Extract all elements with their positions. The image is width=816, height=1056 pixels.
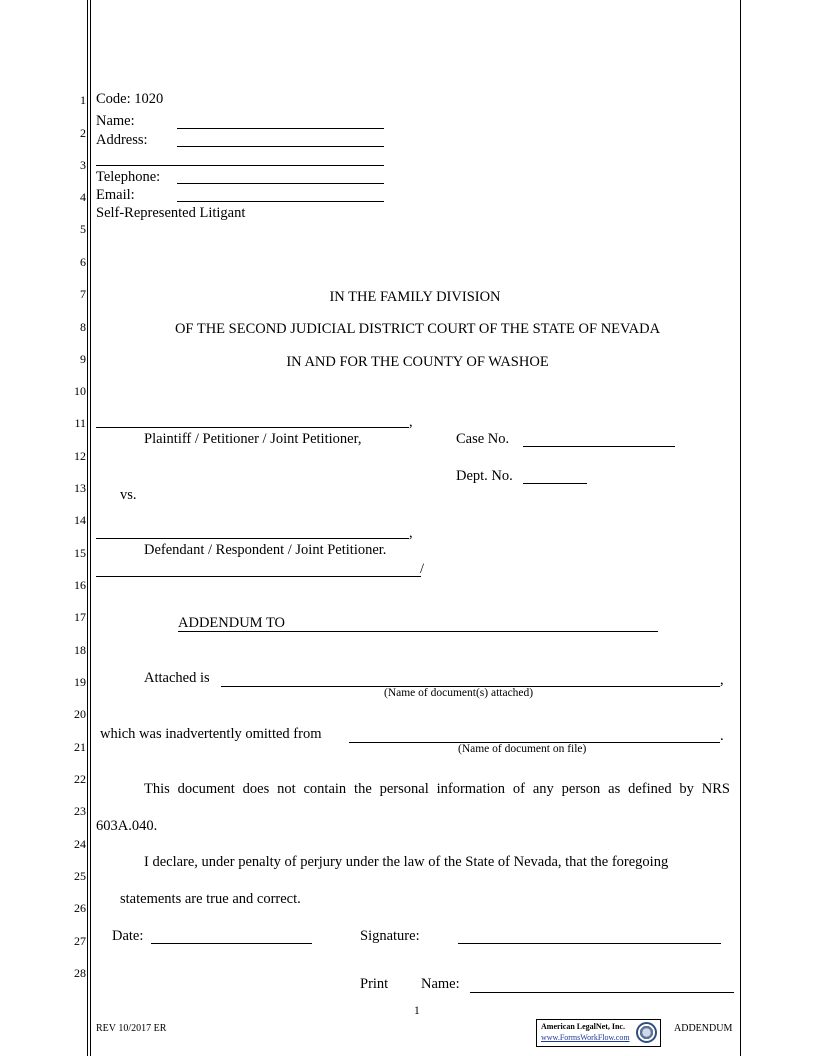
right-margin-rule <box>740 0 741 1056</box>
print-name-field[interactable] <box>470 992 734 993</box>
print-label: Print <box>360 976 389 992</box>
line-number: 11 <box>74 416 86 430</box>
line-number: 13 <box>74 481 86 495</box>
line-number: 21 <box>74 740 86 754</box>
left-margin-rule-2 <box>90 0 91 1056</box>
line-number: 20 <box>74 707 86 721</box>
logo-company-name: American LegalNet, Inc. <box>541 1022 625 1031</box>
declaration-line2: statements are true and correct. <box>120 891 301 907</box>
case-no-label: Case No. <box>456 431 510 447</box>
email-label: Email: <box>96 187 135 203</box>
dept-no-label: Dept. No. <box>456 468 513 484</box>
attached-is-label: Attached is <box>144 670 210 686</box>
line-number: 22 <box>74 772 86 786</box>
page-number: 1 <box>414 1005 420 1017</box>
plaintiff-name-field[interactable] <box>96 427 409 428</box>
plaintiff-comma: , <box>409 414 413 430</box>
address-field-1[interactable] <box>177 146 384 147</box>
omitted-hint: (Name of document on file) <box>458 743 587 755</box>
logo-website-link[interactable]: www.FormsWorkFlow.com <box>541 1033 630 1042</box>
print-name-label: Name: <box>421 976 460 992</box>
attached-comma: , <box>720 672 724 688</box>
caption-closing-line <box>96 576 421 577</box>
line-number: 19 <box>74 675 86 689</box>
line-number: 15 <box>74 546 86 560</box>
court-heading-2: OF THE SECOND JUDICIAL DISTRICT COURT OF THE STATE OF NEVADA <box>174 321 661 337</box>
line-number: 27 <box>74 934 86 948</box>
title-field[interactable] <box>178 631 658 632</box>
address-field-2[interactable] <box>96 165 384 166</box>
legalnet-logo <box>536 1019 661 1047</box>
line-number: 6 <box>80 255 86 269</box>
case-no-field[interactable] <box>523 446 675 447</box>
email-field[interactable] <box>177 201 384 202</box>
privacy-statement-line2: 603A.040. <box>96 818 158 834</box>
line-number: 16 <box>74 578 86 592</box>
court-heading-3: IN AND FOR THE COUNTY OF WASHOE <box>286 354 549 370</box>
defendant-comma: , <box>409 525 413 541</box>
line-number: 9 <box>80 352 86 366</box>
line-number: 3 <box>80 158 86 172</box>
court-heading-1: IN THE FAMILY DIVISION <box>329 289 501 305</box>
line-number: 25 <box>74 869 86 883</box>
declaration-line1: I declare, under penalty of perjury under the law of the State of Nevada, that the foregoing <box>144 854 669 870</box>
attached-hint: (Name of document(s) attached) <box>384 687 534 699</box>
name-label: Name: <box>96 113 135 129</box>
line-number: 24 <box>74 837 86 851</box>
caption-slash: / <box>420 561 425 577</box>
left-margin-rule-1 <box>87 0 88 1056</box>
line-number: 12 <box>74 449 86 463</box>
name-field[interactable] <box>177 128 384 129</box>
versus-label: vs. <box>120 487 137 503</box>
omitted-period: . <box>720 728 724 744</box>
defendant-name-field[interactable] <box>96 538 409 539</box>
line-number: 8 <box>80 320 86 334</box>
telephone-field[interactable] <box>177 183 384 184</box>
document-title: ADDENDUM TO <box>178 615 286 631</box>
privacy-statement-line1: This document does not contain the personal information of any person as defined by NRS <box>144 781 730 797</box>
line-number: 14 <box>74 513 86 527</box>
line-number: 7 <box>80 287 86 301</box>
footer-document-title: ADDENDUM <box>674 1023 733 1034</box>
litigant-label: Self-Represented Litigant <box>96 205 246 221</box>
address-label: Address: <box>96 132 148 148</box>
plaintiff-label: Plaintiff / Petitioner / Joint Petitioner, <box>144 431 362 447</box>
line-number: 10 <box>74 384 86 398</box>
signature-field[interactable] <box>458 943 721 944</box>
line-number: 5 <box>80 222 86 236</box>
line-number: 1 <box>80 93 86 107</box>
defendant-label: Defendant / Respondent / Joint Petitioner. <box>144 542 387 558</box>
line-number: 4 <box>80 190 86 204</box>
revision-label: REV 10/2017 ER <box>96 1023 167 1034</box>
dept-no-field[interactable] <box>523 483 587 484</box>
omitted-from-label: which was inadvertently omitted from <box>100 726 322 742</box>
date-label: Date: <box>112 928 144 944</box>
line-number: 23 <box>74 804 86 818</box>
code-line: Code: 1020 <box>96 91 164 107</box>
line-number: 18 <box>74 643 86 657</box>
signature-label: Signature: <box>360 928 420 944</box>
telephone-label: Telephone: <box>96 169 161 185</box>
line-number: 2 <box>80 126 86 140</box>
date-field[interactable] <box>151 943 312 944</box>
line-number: 26 <box>74 901 86 915</box>
line-number: 17 <box>74 610 86 624</box>
line-number: 28 <box>74 966 86 980</box>
logo-seal-icon <box>636 1022 657 1043</box>
